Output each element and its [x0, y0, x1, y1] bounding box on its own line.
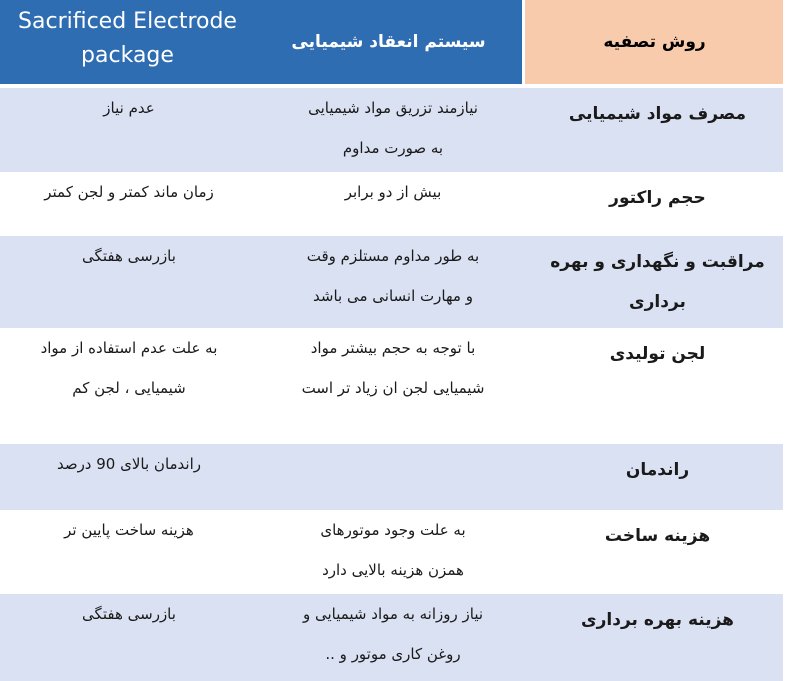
header-chemical-coagulation	[255, 0, 522, 84]
table-row	[0, 172, 787, 236]
chemical-cell	[262, 88, 524, 168]
electrode-line: عدم نیاز	[103, 99, 155, 117]
row-label	[528, 444, 787, 490]
chemical-cell	[262, 328, 524, 408]
chemical-cell	[262, 236, 524, 316]
table-row	[0, 594, 787, 681]
electrode-cell	[0, 88, 258, 128]
chemical-line: به صورت مداوم	[342, 139, 444, 157]
row-label-text: حجم راکتور	[609, 188, 706, 208]
electrode-line: بازرسی هفتگی	[82, 605, 176, 623]
electrode-cell	[0, 236, 258, 276]
row-label	[528, 236, 787, 322]
chemical-cell	[262, 594, 524, 674]
chemical-cell	[262, 510, 524, 590]
row-label-text: لجن تولیدی	[609, 344, 706, 364]
header-electrode-package	[0, 0, 255, 84]
table-row	[0, 88, 787, 172]
chemical-line: به طور مداوم مستلزم وقت	[306, 247, 480, 265]
chemical-line: نیاز روزانه به مواد شیمیایی و	[302, 605, 484, 623]
electrode-cell	[0, 444, 258, 484]
electrode-line: به علت عدم استفاده از مواد	[40, 339, 218, 357]
header-method-label: روش تصفیه	[603, 32, 706, 52]
row-label-text: راندمان	[625, 460, 690, 480]
right-edge-margin	[783, 0, 787, 681]
electrode-cell	[0, 328, 258, 408]
chemical-line: به علت وجود موتورهای	[320, 521, 466, 539]
table-row	[0, 510, 787, 594]
row-label-text: برداری	[629, 292, 686, 312]
electrode-line: هزینه ساخت پایین تر	[64, 521, 194, 539]
electrode-cell	[0, 510, 258, 550]
electrode-cell	[0, 594, 258, 634]
row-label-text: هزینه بهره برداری	[581, 610, 734, 630]
header-electrode-line2: package	[81, 43, 174, 68]
row-label	[528, 510, 787, 556]
table-row	[0, 236, 787, 328]
chemical-line: روغن کاری موتور و ..	[325, 645, 461, 663]
row-label	[528, 172, 787, 218]
electrode-line: بازرسی هفتگی	[82, 247, 176, 265]
chemical-line: همزن هزینه بالایی دارد	[322, 561, 464, 579]
row-label-text: مراقبت و نگهداری و بهره	[550, 252, 765, 272]
electrode-line: راندمان بالای 90 درصد	[56, 455, 202, 473]
row-label	[528, 328, 787, 374]
chemical-line: شیمیایی لجن ان زیاد تر است	[301, 379, 485, 397]
table-row	[0, 444, 787, 510]
chemical-cell	[262, 172, 524, 212]
row-label-text: مصرف مواد شیمیایی	[568, 104, 747, 124]
chemical-line: با توجه به حجم بیشتر مواد	[310, 339, 476, 357]
row-label	[528, 594, 787, 640]
chemical-line: نیازمند تزریق مواد شیمیایی	[308, 99, 478, 117]
header-divider	[522, 0, 525, 84]
header-treatment-method	[522, 0, 787, 84]
electrode-line: زمان ماند کمتر و لجن کمتر	[44, 183, 214, 201]
row-label	[528, 88, 787, 134]
header-electrode-line1: Sacrificed Electrode	[18, 9, 237, 34]
row-label-text: هزینه ساخت	[604, 526, 711, 546]
table-row	[0, 328, 787, 444]
electrode-cell	[0, 172, 258, 212]
header-chemical-label: سیستم انعقاد شیمیایی	[291, 32, 486, 52]
chemical-line: و مهارت انسانی می باشد	[313, 287, 473, 305]
electrode-line: شیمیایی ، لجن کم	[72, 379, 186, 397]
chemical-line: بیش از دو برابر	[344, 183, 442, 201]
